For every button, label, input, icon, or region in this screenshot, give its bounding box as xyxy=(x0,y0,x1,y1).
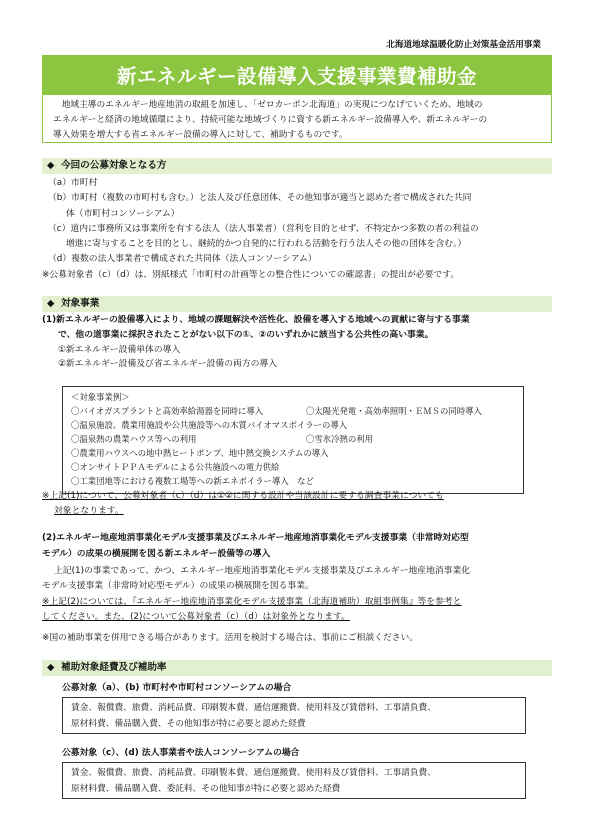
title-banner xyxy=(42,55,552,95)
project-1-line: で、他の道事業に採択されたことがない以下の①、②のいずれかに該当する公共性の高い事業。 xyxy=(58,330,434,340)
example-item: 〇雪氷冷熱の利用 xyxy=(306,434,373,444)
project-2-line: モデル）の成果の横展開を図る新エネルギー設備等の導入 xyxy=(42,549,271,559)
project-1-item: ②新エネルギー設備及び省エネルギー設備の両方の導入 xyxy=(58,359,278,369)
eligible-item-c-cont: 増進に寄与することを目的とし、継続的かつ自発的に行われる活動を行う法人その他の団体を含む。） xyxy=(66,239,467,249)
page-title: 新エネルギー設備導入支援事業費補助金 xyxy=(116,65,477,88)
intro-line: エネルギーと経済の地域循環により、持続可能な地域づくりに資する新エネルギー設備導入や、新エネルギーの xyxy=(53,115,488,125)
eligible-item-b-cont: 体（市町村コンソーシアム） xyxy=(66,209,180,219)
section-heading-projects xyxy=(42,296,552,312)
cost-line: 賃金、報償費、旅費、消耗品費、印刷製本費、通信運搬費、使用料及び賃借料、工事請負費、 xyxy=(71,703,436,713)
eligible-item-a: （a）市町村 xyxy=(48,178,98,188)
project-2-note-cont: してください。また、(2)について公募対象者（c）（d）は対象外となります。 xyxy=(42,612,350,622)
cost-line: 原材料費、備品購入費、その他知事が特に必要と認めた経費 xyxy=(71,719,306,729)
project-2-note: ※上記(2)については、『エネルギー地産地消事業化モデル支援事業（北海道補助）取組事例集』等を参考と xyxy=(42,597,462,607)
intro-line: 導入効果を増大する省エネルギー設備の導入に対して、補助するものです。 xyxy=(53,130,348,140)
project-1-item: ①新エネルギー設備単体の導入 xyxy=(58,345,181,355)
diamond-bullet-icon: ◆ xyxy=(47,160,55,171)
cost-box-corporate xyxy=(62,762,526,799)
eligible-item-b: （b）市町村（複数の市町村も含む。）と法人及び任意団体、その他知事が適当と認めた者で構成された共同 xyxy=(48,193,472,203)
cost-line: 原材料費、備品購入費、委託料、その他知事が特に必要と認めた経費 xyxy=(71,784,341,794)
example-item: 〇バイオガスプラントと高効率給湯器を同時に導入 xyxy=(71,406,264,416)
eligible-note: ※公募対象者（c）（d）は、別紙様式「市町村の計画等との整合性についての確認書」の提出が必要です。 xyxy=(42,270,460,280)
example-item: 〇工業団地等における複数工場等への新エネボイラー導入 など xyxy=(71,476,314,486)
example-item: 〇オンサイトＰＰＡモデルによる公共施設への電力供給 xyxy=(71,462,280,472)
examples-box xyxy=(62,386,524,494)
project-1-line: (1)新エネルギーの設備導入により、地域の課題解決や活性化、設備を導入する地域への貢献に寄与する事業 xyxy=(42,315,470,325)
section-heading-eligible xyxy=(42,158,552,174)
intro-box xyxy=(42,95,552,143)
cost-group-title: 公募対象（a）、(b) 市町村や市町村コンソーシアムの場合 xyxy=(62,683,292,693)
cost-group-title: 公募対象（c）、(d) 法人事業者や法人コンソーシアムの場合 xyxy=(62,748,300,758)
example-item: 〇温泉施設、農業用施設や公共施設等への木質バイオマスボイラーの導入 xyxy=(71,420,348,430)
cost-box-municipal xyxy=(62,697,526,734)
section-heading-text: 今回の公募対象となる方 xyxy=(61,160,167,171)
project-2-body: モデル支援事業（非常時対応型モデル）の成果の横展開を図る事業。 xyxy=(42,581,314,591)
section-heading-costs xyxy=(42,660,552,676)
cost-line: 賃金、報償費、旅費、消耗品費、印刷製本費、通信運搬費、使用料及び賃借料、工事請負費、 xyxy=(71,768,436,778)
intro-line: 地域主導のエネルギー地産地消の取組を加速し、「ゼロカーボン北海道」の実現につなげていくため、地域の xyxy=(61,100,483,110)
project-2-body: 上記(1)の事業であって、かつ、エネルギー地産地消事業化モデル支援事業及びエネルギー地産地消事業化 xyxy=(54,566,471,576)
example-item: 〇農業用ハウスへの地中熱ヒートポンプ、地中熱交換システムの導入 xyxy=(71,448,329,458)
project-1-note-cont: 対象となります。 xyxy=(54,506,124,516)
section-heading-text: 対象事業 xyxy=(61,298,100,309)
eligible-item-c: （c）道内に事務所又は事業所を有する法人（法人事業者）（営利を目的とせず、不特定かつ多数の者の利益の xyxy=(48,224,479,234)
funding-source-label: 北海道地球温暖化防止対策基金活用事業 xyxy=(386,40,541,50)
diamond-bullet-icon: ◆ xyxy=(47,298,55,309)
national-subsidy-note: ※国の補助事業を併用できる場合があります。活用を検討する場合は、事前にご相談ください。 xyxy=(42,633,419,643)
example-item: 〇太陽光発電・高効率照明・ＥＭＳの同時導入 xyxy=(306,406,482,416)
diamond-bullet-icon: ◆ xyxy=(47,662,55,673)
example-item: 〇温泉熱の農業ハウス等への利用 xyxy=(71,434,197,444)
section-heading-text: 補助対象経費及び補助率 xyxy=(61,662,167,673)
eligible-item-d: （d）複数の法人事業者で構成された共同体（法人コンソーシアム） xyxy=(48,254,317,264)
project-1-note: ※上記(1)について、公募対象者（c）（d）は①②に関する設計や当該設計に要する調査事業についても xyxy=(42,491,444,501)
project-2-line: (2)エネルギー地産地消事業化モデル支援事業及びエネルギー地産地消事業化モデル支援事業（非常時対応型 xyxy=(42,533,469,543)
examples-header: ＜対象事業例＞ xyxy=(71,392,130,402)
